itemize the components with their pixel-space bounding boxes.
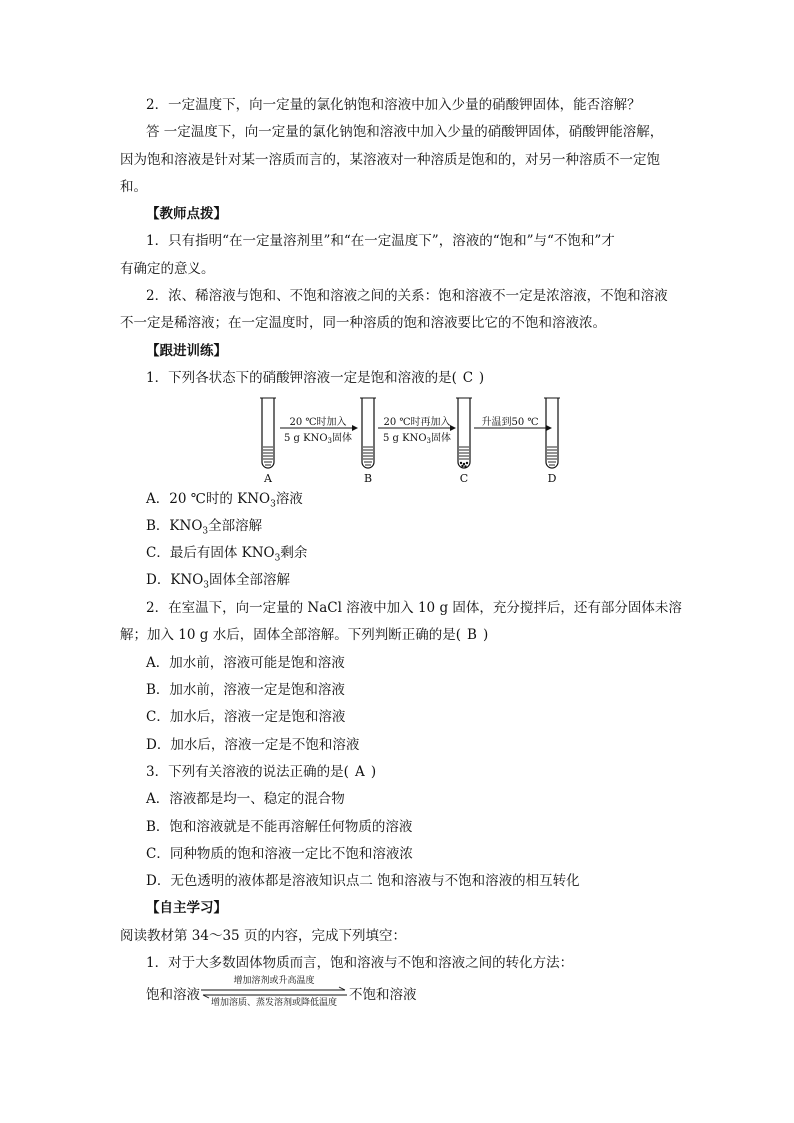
option-c: C．同种物质的饱和溶液一定比不饱和溶液浓	[146, 846, 413, 862]
tube-label: C	[459, 472, 469, 485]
step-label: 20 ℃时再加入	[383, 417, 451, 428]
option-d: D．$KNO_3$固体全部溶解	[146, 572, 291, 591]
option-d: D．无色透明的液体都是溶液知识点二 饱和溶液与不饱和溶液的相互转化	[146, 873, 580, 889]
conversion-arrows	[199, 976, 349, 1010]
conversion-left: 饱和溶液	[146, 987, 200, 1003]
answer-letter: B	[467, 627, 477, 643]
answer-text: 因为饱和溶液是针对某一溶质而言的，某溶液对一种溶质是饱和的，对另一种溶质不一定饱	[120, 152, 660, 168]
test-tube-diagram	[250, 396, 570, 488]
step-label: 升温到50 ℃	[481, 417, 539, 428]
step-label: 5 g $KNO_3$固体	[382, 433, 452, 445]
paragraph-text: 有确定的意义。	[120, 261, 215, 277]
option-c: C．最后有固体 $KNO_3$剩余	[146, 545, 308, 564]
test-tube-b	[360, 398, 376, 468]
option-d: D．加水后，溶液一定是不饱和溶液	[146, 737, 360, 753]
step-label: 20 ℃时加入	[289, 417, 347, 428]
question-text: 2．在室温下，向一定量的 NaCl 溶液中加入 10 g 固体，充分搅拌后，还有部分固体未溶	[146, 600, 682, 616]
question-text	[120, 626, 488, 644]
test-tube-a	[260, 398, 276, 468]
lower-condition: 增加溶质、蒸发溶剂或降低温度	[210, 998, 337, 1008]
option-b: B．饱和溶液就是不能再溶解任何物质的溶液	[146, 819, 413, 835]
tube-label: D	[547, 472, 557, 485]
bracket-close: )	[478, 370, 485, 386]
paragraph-text: 2．浓、稀溶液与饱和、不饱和溶液之间的关系：饱和溶液不一定是浓溶液，不饱和溶液	[146, 288, 668, 304]
question-stem: 3．下列有关溶液的说法正确的是(	[146, 764, 349, 780]
section-heading: 【跟进训练】	[146, 343, 227, 359]
paragraph-text: 1．对于大多数固体物质而言，饱和溶液与不饱和溶液之间的转化方法：	[146, 955, 574, 971]
step-label: 5 g $KNO_3$固体	[283, 433, 353, 445]
question-text	[146, 369, 484, 387]
question-stem: 1．下列各状态下的硝酸钾溶液一定是饱和溶液的是(	[146, 370, 457, 386]
upper-condition: 增加溶剂或升高温度	[233, 976, 315, 986]
bracket-close: )	[370, 764, 377, 780]
answer-text: 答 一定温度下，向一定量的氯化钠饱和溶液中加入少量的硝酸钾固体，硝酸钾能溶解，	[146, 124, 664, 140]
option-a: A．溶液都是均一、稳定的混合物	[146, 791, 345, 807]
tube-label: B	[363, 472, 373, 485]
option-b: B．加水前，溶液一定是饱和溶液	[146, 682, 345, 698]
question-stem: 解；加入 10 g 水后，固体全部溶解。下列判断正确的是(	[120, 627, 461, 643]
paragraph-text: 1．只有指明“在一定量溶剂里”和“在一定温度下”，溶液的“饱和”与“不饱和”才	[146, 233, 615, 249]
option-a: A．加水前，溶液可能是饱和溶液	[146, 655, 345, 671]
test-tube-c	[456, 398, 472, 468]
answer-letter: A	[354, 764, 365, 780]
option-c: C．加水后，溶液一定是饱和溶液	[146, 709, 346, 725]
option-b: B．$KNO_3$全部溶解	[146, 518, 263, 537]
tube-label: A	[264, 472, 272, 485]
question-text: 2．一定温度下，向一定量的氯化钠饱和溶液中加入少量的硝酸钾固体，能否溶解？	[146, 97, 641, 113]
answer-text: 和。	[120, 179, 147, 195]
option-a: A．20 ℃时的 $KNO_3$溶液	[146, 491, 303, 510]
paragraph-text: 不一定是稀溶液；在一定温度时，同一种溶质的饱和溶液要比它的不饱和溶液浓。	[120, 315, 606, 331]
instruction-text: 阅读教材第 34～35 页的内容，完成下列填空：	[120, 928, 406, 944]
bracket-close: )	[482, 627, 489, 643]
section-heading: 【自主学习】	[146, 900, 227, 916]
question-text	[146, 763, 376, 781]
section-heading: 【教师点拨】	[146, 206, 227, 222]
conversion-right: 不饱和溶液	[349, 987, 417, 1003]
answer-letter: C	[462, 370, 474, 386]
test-tube-d	[544, 398, 560, 468]
